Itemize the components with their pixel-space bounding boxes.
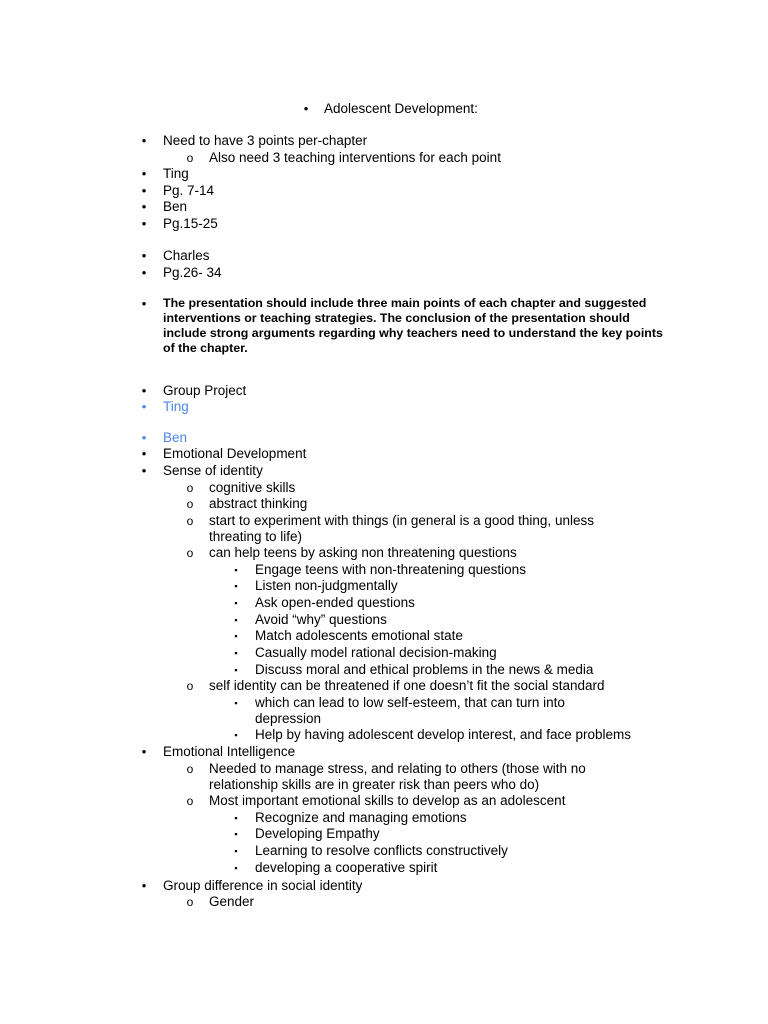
list-text: Most important emotional skills to develop as an adolescent: [209, 793, 566, 808]
list-text: Learning to resolve conflicts constructively: [255, 843, 508, 858]
list-text: Need to have 3 points per-chapter: [163, 133, 368, 148]
list-text: Casually model rational decision-making: [255, 645, 497, 660]
list-text: Match adolescents emotional state: [255, 628, 463, 643]
square-marker: ▪: [234, 631, 238, 641]
bullet-marker: •: [141, 399, 147, 414]
list-text: Ting: [163, 166, 189, 181]
bullet-marker: •: [141, 878, 147, 893]
list-text: self identity can be threatened if one doesn’t fit the social standard: [209, 678, 605, 693]
list-text: relationship skills are in greater risk than peers who do): [209, 777, 540, 792]
bullet-marker: •: [303, 101, 309, 116]
list-text: Needed to manage stress, and relating to others (those with no: [209, 761, 586, 776]
square-marker: ▪: [234, 730, 238, 740]
list-text: Group Project: [163, 383, 247, 398]
list-text: developing a cooperative spirit: [255, 860, 438, 875]
circle-marker: o: [186, 546, 194, 560]
square-marker: ▪: [234, 665, 238, 675]
list-text: Pg. 7-14: [163, 183, 215, 198]
bold-paragraph: The presentation should include three main points of each chapter and suggested interventions or teaching strategies. The conclusion of the presentation should include strong arguments regarding why teachers need to understand the key points of the chapter.: [163, 296, 663, 355]
square-marker: ▪: [234, 581, 238, 591]
bullet-marker: •: [141, 216, 147, 231]
list-text-link: Ben: [163, 430, 188, 445]
square-marker: ▪: [234, 648, 238, 658]
list-text: Help by having adolescent develop interest, and face problems: [255, 727, 631, 742]
list-text: Also need 3 teaching interventions for each point: [209, 150, 501, 165]
square-marker: ▪: [234, 846, 238, 856]
list-text: Engage teens with non-threatening questions: [255, 562, 526, 577]
bullet-marker: •: [141, 265, 147, 280]
square-marker: ▪: [234, 598, 238, 608]
list-text: Group difference in social identity: [163, 878, 363, 893]
square-marker: ▪: [234, 829, 238, 839]
doc-title: Adolescent Development:: [324, 101, 478, 116]
bullet-marker: •: [141, 430, 147, 445]
list-text: Charles: [163, 248, 210, 263]
square-marker: ▪: [234, 813, 238, 823]
list-text: Ask open-ended questions: [255, 595, 415, 610]
square-marker: ▪: [234, 698, 238, 708]
circle-marker: o: [186, 679, 194, 693]
circle-marker: o: [186, 762, 194, 776]
circle-marker: o: [186, 794, 194, 808]
list-text: Pg.15-25: [163, 216, 218, 231]
square-marker: ▪: [234, 615, 238, 625]
list-text: Emotional Development: [163, 446, 307, 461]
bullet-marker: •: [141, 183, 147, 198]
circle-marker: o: [186, 481, 194, 495]
list-text: Developing Empathy: [255, 826, 380, 841]
circle-marker: o: [186, 497, 194, 511]
list-text: Recognize and managing emotions: [255, 810, 467, 825]
circle-marker: o: [186, 151, 194, 165]
square-marker: ▪: [234, 565, 238, 575]
bullet-marker: •: [141, 133, 147, 148]
bullet-marker: •: [141, 744, 147, 759]
list-text: threating to life): [209, 529, 303, 544]
list-text: cognitive skills: [209, 480, 296, 495]
list-text: Discuss moral and ethical problems in the news & media: [255, 662, 594, 677]
bullet-marker: •: [141, 383, 147, 398]
list-text: Emotional Intelligence: [163, 744, 296, 759]
list-text: abstract thinking: [209, 496, 308, 511]
list-text: Listen non-judgmentally: [255, 578, 398, 593]
bullet-marker: •: [141, 296, 147, 311]
bullet-marker: •: [141, 463, 147, 478]
list-text: Ben: [163, 199, 188, 214]
circle-marker: o: [186, 895, 194, 909]
list-text: Avoid “why” questions: [255, 612, 387, 627]
bullet-marker: •: [141, 166, 147, 181]
circle-marker: o: [186, 514, 194, 528]
bullet-marker: •: [141, 446, 147, 461]
bullet-marker: •: [141, 248, 147, 263]
list-text: Gender: [209, 894, 255, 909]
list-text: can help teens by asking non threatening questions: [209, 545, 517, 560]
bullet-marker: •: [141, 199, 147, 214]
square-marker: ▪: [234, 863, 238, 873]
list-text: Sense of identity: [163, 463, 263, 478]
list-text: Pg.26- 34: [163, 265, 222, 280]
list-text-link: Ting: [163, 399, 189, 414]
list-text: which can lead to low self-esteem, that can turn into: [255, 695, 565, 710]
list-text: depression: [255, 711, 322, 726]
list-text: start to experiment with things (in general is a good thing, unless: [209, 513, 594, 528]
